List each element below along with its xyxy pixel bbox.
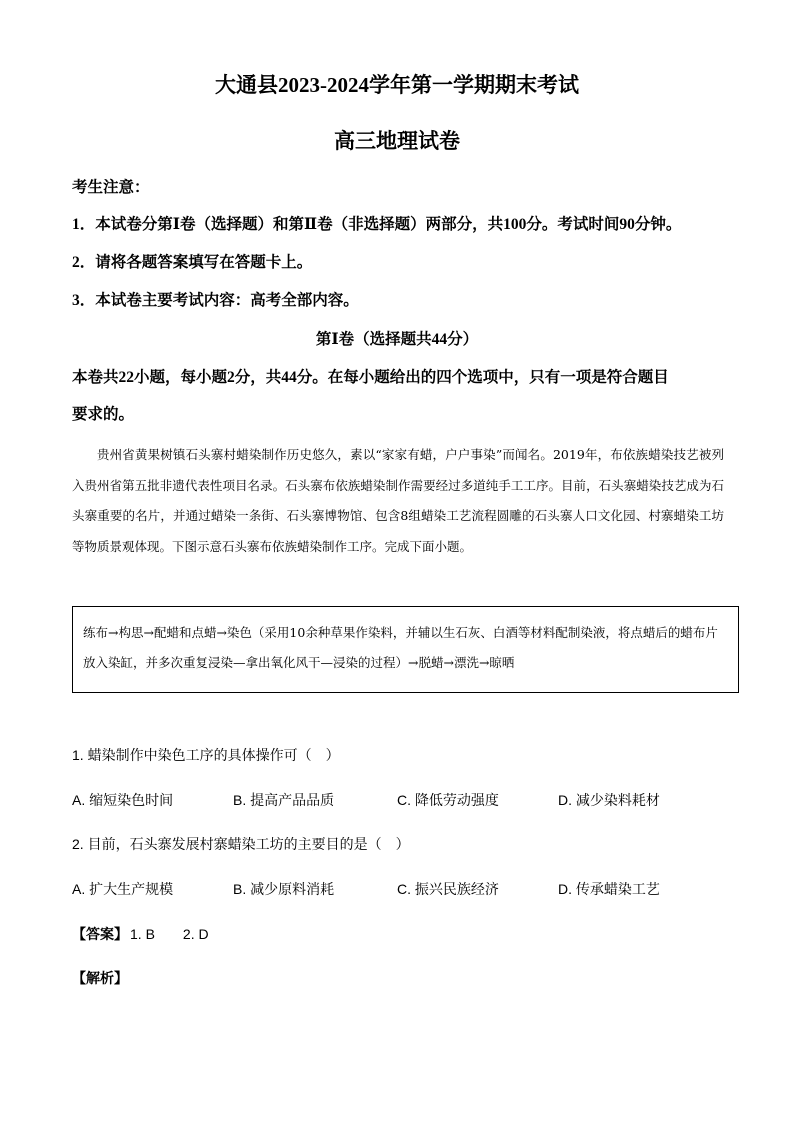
- answer-1: 1. B: [130, 926, 155, 942]
- answer-line: [72, 924, 209, 944]
- question-2-option-d: D. 传承蜡染工艺: [558, 881, 660, 897]
- question-1-stem: 1. 蜡染制作中染色工序的具体操作可（ ）: [72, 747, 340, 763]
- question-2-option-c: C. 振兴民族经济: [397, 881, 499, 897]
- question-2-option-a: A. 扩大生产规模: [72, 881, 174, 897]
- reading-passage: 贵州省黄果树镇石头寨村蜡染制作历史悠久，素以“家家有蜡，户户事染”而闻名。2019年，布依族蜡染技艺被列入贵州省第五批非遗代表性项目名录。石头寨布依族蜡染制作需要经过多道纯手工工序。目前，石头寨蜡染技艺成为石头寨重要的名片，并通过蜡染一条街、石头寨博物馆、包含8组蜡染工艺流程圆雕的石头寨人口文化园、村寨蜡染工坊等物质景观体现。下图示意石头寨布依族蜡染制作工序。完成下面小题。: [72, 447, 724, 554]
- notice-heading: 考生注意：: [72, 179, 150, 196]
- question-2-options: [72, 879, 752, 901]
- exam-title: 大通县2023-2024学年第一学期期末考试: [215, 73, 579, 97]
- analysis-label: 【解析】: [72, 971, 128, 987]
- section-title: 第Ⅰ卷（选择题共44分）: [315, 331, 479, 348]
- notice-item-1: 1．本试卷分第Ⅰ卷（选择题）和第Ⅱ卷（非选择题）两部分，共100分。考试时间90分钟。: [72, 216, 682, 233]
- question-1-options: [72, 790, 752, 812]
- question-1-option-c: C. 降低劳动强度: [397, 792, 499, 808]
- question-2-stem: 2. 目前，石头寨发展村寨蜡染工坊的主要目的是（ ）: [72, 836, 410, 852]
- question-1-option-d: D. 减少染料耗材: [558, 792, 660, 808]
- exam-subtitle: 高三地理试卷: [334, 129, 460, 153]
- process-text: 练布→构思→配蜡和点蜡→染色（采用10余种草果作染料，并辅以生石灰、白酒等材料配制染液，将点蜡后的蜡布片放入染缸，并多次重复浸染—拿出氧化风干—浸染的过程）→脱蜡→漂洗→晾晒: [83, 625, 718, 670]
- process-diagram-box: [72, 606, 739, 693]
- answer-2: 2. D: [182, 926, 209, 942]
- question-1-option-a: A. 缩短染色时间: [72, 792, 174, 808]
- notice-item-2: 2．请将各题答案填写在答题卡上。: [72, 254, 313, 271]
- answer-label: 【答案】: [72, 927, 128, 943]
- question-1-option-b: B. 提高产品品质: [233, 792, 335, 808]
- notice-item-3: 3．本试卷主要考试内容：高考全部内容。: [72, 292, 359, 309]
- question-2-option-b: B. 减少原料消耗: [233, 881, 335, 897]
- section-instruction-line-2: 要求的。: [72, 406, 135, 423]
- section-instruction-line-1: 本卷共22小题，每小题2分，共44分。在每小题给出的四个选项中，只有一项是符合题目: [72, 369, 669, 386]
